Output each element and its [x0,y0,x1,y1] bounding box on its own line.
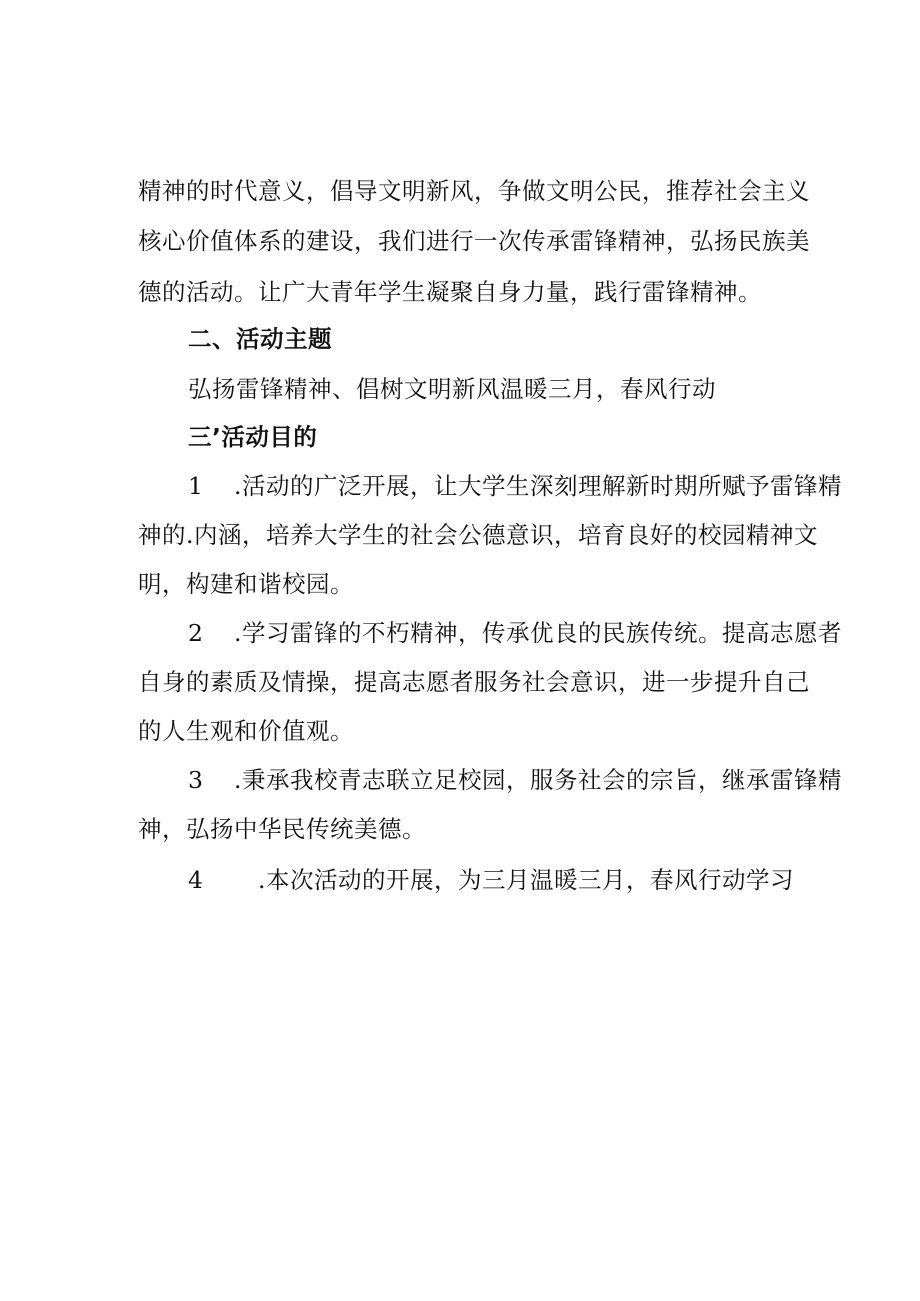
item4-text-1: .本次活动的开展，为三月温暖三月，春风行动学习 [258,866,794,894]
item3-number: 3 [188,766,204,794]
item2-text-1: .学习雷锋的不朽精神，传承优良的民族传统。提高志愿者 [234,619,842,647]
item1-line-1 [188,469,842,503]
item2-number: 2 [188,619,204,647]
item1-line-3: 明，构建和谐校园。 [138,570,354,598]
item4-number: 4 [188,866,204,894]
item4-line-1 [188,863,794,897]
section3-heading: 三’活动目的 [188,423,318,451]
section2-body: 弘扬雷锋精神、倡树文明新风温暖三月，春风行动 [188,375,716,403]
item1-line-2: 神的.内涵，培养大学生的社会公德意识，培育良好的校园精神文 [138,521,818,549]
item2-line-1 [188,616,842,650]
item3-line-2: 神，弘扬中华民传统美德。 [138,815,426,843]
item3-text-1: .秉承我校青志联立足校园，服务社会的宗旨，继承雷锋精 [234,766,842,794]
intro-line-3: 德的活动。让广大青年学生凝聚自身力量，践行雷锋精神。 [138,278,762,306]
section2-heading: 二、活动主题 [188,325,332,353]
item1-text-1: .活动的广泛开展，让大学生深刻理解新时期所赋予雷锋精 [234,472,842,500]
item3-line-1 [188,763,842,797]
item2-line-2: 自身的素质及情操，提高志愿者服务社会意识，进一步提升自己 [138,668,810,696]
item2-line-3: 的人生观和价值观。 [138,717,354,745]
intro-line-2: 核心价值体系的建设，我们进行一次传承雷锋精神，弘扬民族美 [138,227,810,255]
intro-line-1: 精神的时代意义，倡导文明新风，争做文明公民，推荐社会主义 [138,177,810,205]
item1-number: 1 [188,472,204,500]
